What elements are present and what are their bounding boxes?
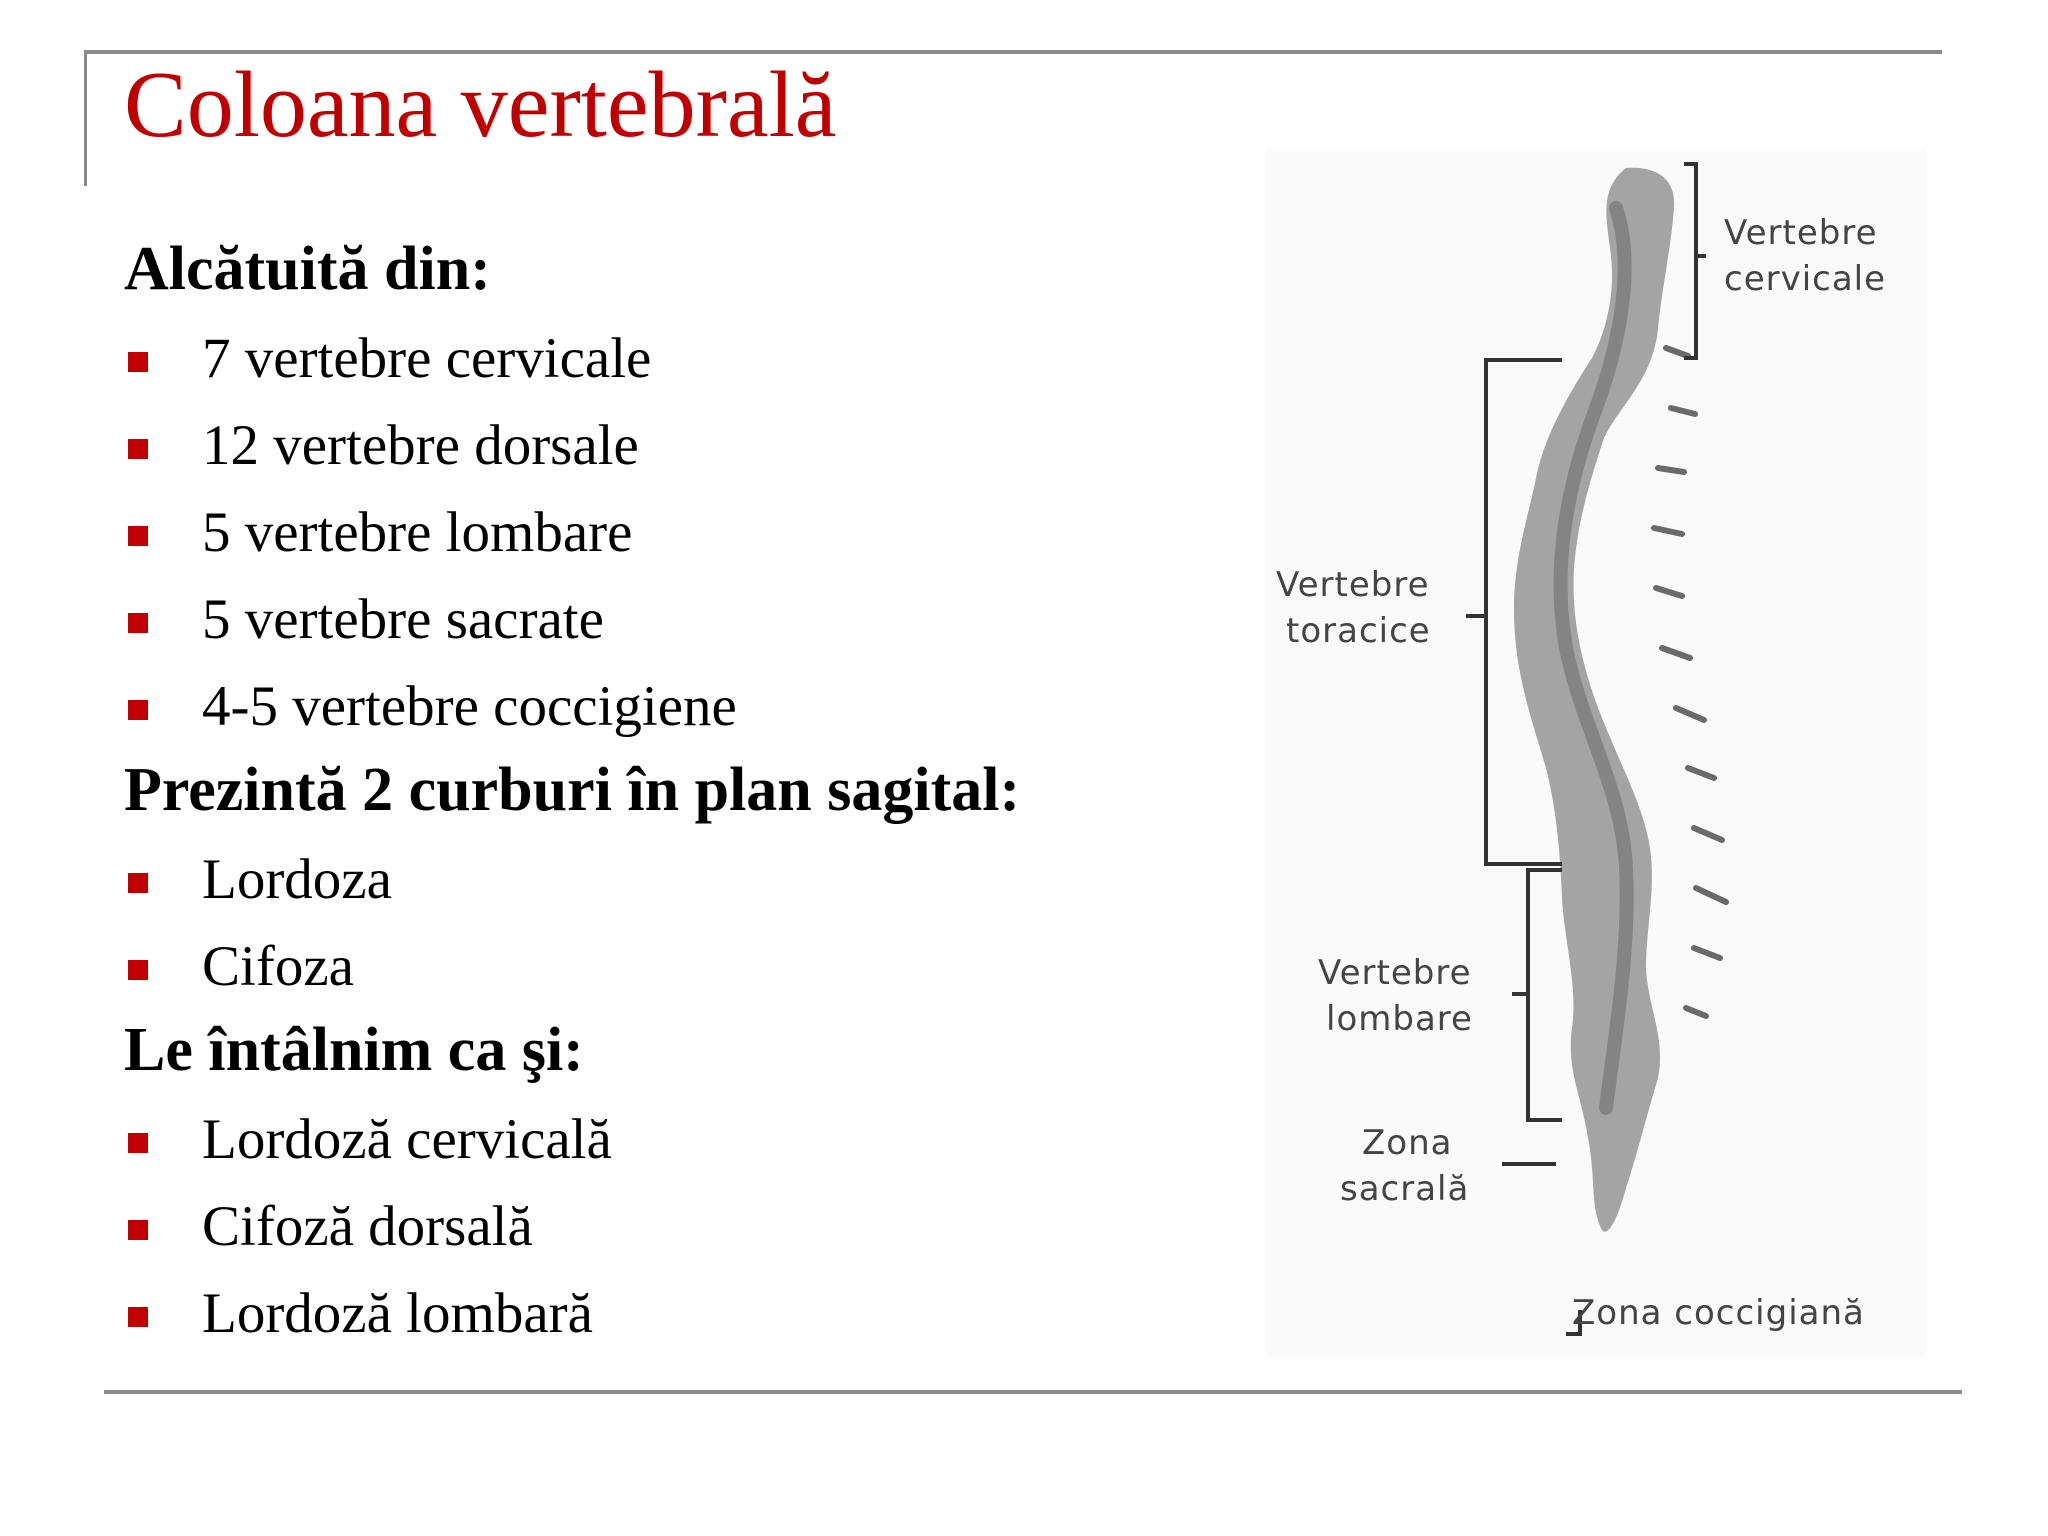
list-item: 5 vertebre sacrate (124, 587, 1264, 674)
slide-content (124, 235, 1264, 1368)
label-sacral-line1: Zona (1362, 1123, 1453, 1163)
composition-list (124, 326, 1264, 761)
label-sacral-line2: sacrală (1340, 1169, 1470, 1209)
list-item: 5 vertebre lombare (124, 500, 1264, 587)
label-cervical-line1: Vertebre (1724, 213, 1878, 253)
bullet-icon (128, 439, 148, 459)
bottom-rule (104, 1390, 1962, 1394)
list-item: 7 vertebre cervicale (124, 326, 1264, 413)
list-item: Cifoza (124, 934, 1264, 1021)
list-item: Cifoză dorsală (124, 1194, 1264, 1281)
section-heading-curvatures: Prezintă 2 curburi în plan sagital: (124, 756, 1021, 824)
list-item: Lordoză cervicală (124, 1107, 1264, 1194)
label-lumbar-line2: lombare (1326, 999, 1473, 1039)
bullet-icon (128, 1133, 148, 1153)
section-heading-composition: Alcătuită din: (124, 235, 491, 303)
list-item: Lordoza (124, 847, 1264, 934)
list-item: 12 vertebre dorsale (124, 413, 1264, 500)
section-heading-occurrences: Le întâlnim ca şi: (124, 1016, 584, 1084)
list-item: 4-5 vertebre coccigiene (124, 674, 1264, 761)
list-item: Lordoză lombară (124, 1281, 1264, 1368)
label-lumbar-line1: Vertebre (1318, 953, 1472, 993)
spine-diagram (1266, 148, 1926, 1358)
occurrences-list (124, 1107, 1264, 1368)
bullet-icon (128, 352, 148, 372)
bullet-icon (128, 1307, 148, 1327)
label-cervical-line2: cervicale (1724, 259, 1887, 299)
left-rule (84, 50, 87, 186)
bullet-icon (128, 613, 148, 633)
slide-title: Coloana vertebrală (124, 53, 837, 157)
bullet-icon (128, 1220, 148, 1240)
bullet-icon (128, 960, 148, 980)
curvatures-list (124, 847, 1264, 1021)
spine-figure (1266, 148, 1926, 1358)
label-thoracic-line1: Vertebre (1276, 565, 1430, 605)
label-coccyx: Zona coccigiană (1572, 1293, 1865, 1333)
bullet-icon (128, 526, 148, 546)
bullet-icon (128, 873, 148, 893)
bullet-icon (128, 700, 148, 720)
label-thoracic-line2: toracice (1286, 611, 1431, 651)
